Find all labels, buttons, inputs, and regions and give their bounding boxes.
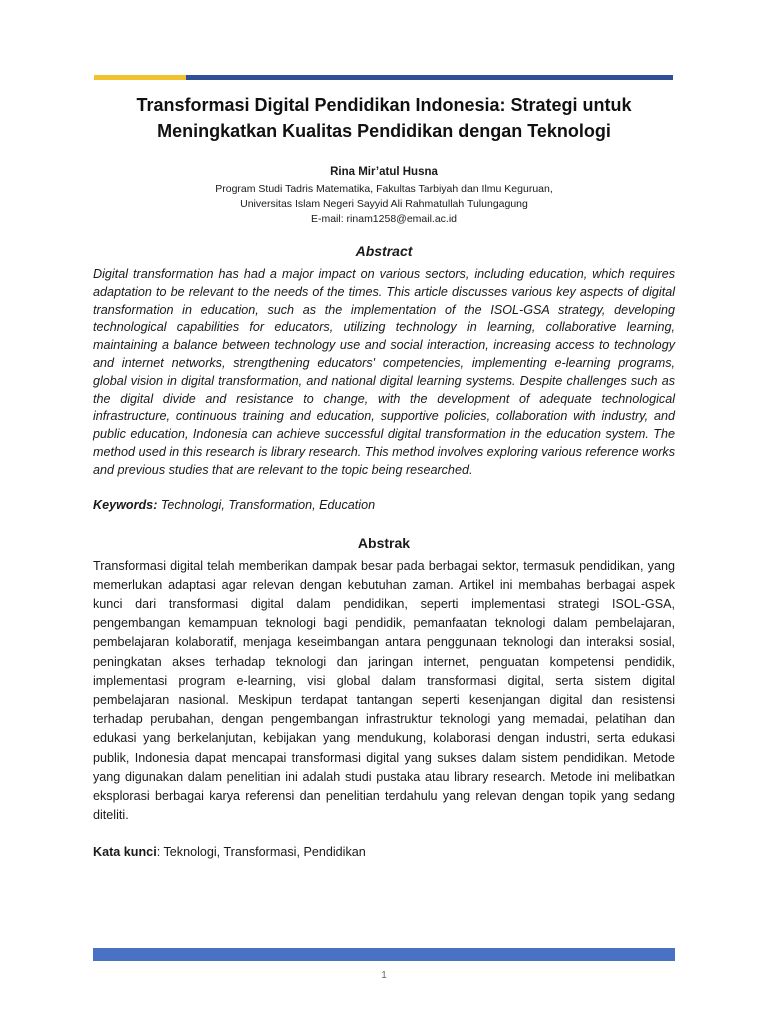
paper-title xyxy=(93,90,675,144)
keywords-values: Technologi, Transformation, Education xyxy=(160,497,376,512)
abstract-heading: Abstract xyxy=(355,243,413,259)
abstrak-body: Transformasi digital telah memberikan dampak besar pada berbagai sektor, termasuk pendidikan, yang memerlukan adaptasi agar relevan dengan kebutuhan zaman. Artikel ini membahas berbagai aspek kunci dari transformasi digital dalam pendidikan, seperti implementasi strategi ISOL-GSA, pengembangan kemampuan teknologi bagi pendidik, pemanfaatan teknologi dalam pembelajaran, pembelajaran kolaboratif, menjaga keseimbangan antara penggunaan teknologi dan interaksi sosial, peningkatan akses terhadap teknologi dan jaringan internet, penguatan kompetensi pendidik, implementasi program e-learning, visi global dalam transformasi digital, serta sistem digital pembelajaran nasional. Meskipun terdapat tantangan seperti kesenjangan digital dan resistensi terhadap perubahan, dengan pengembangan infrastruktur teknologi yang memadai, pelatihan dan edukasi yang berkelanjutan, kebijakan yang mendukung, kolaborasi dengan industri, serta edukasi publik, Indonesia dapat mencapai transformasi digital yang sukses dalam sistem pendidikan. Metode yang digunakan dalam penelitian ini adalah studi pustaka atau library research. Metode ini melibatkan eksplorasi berbagai karya referensi dan penelitian terdahulu yang relevan dengan topik yang sedang diteliti. xyxy=(93,558,675,823)
kata-kunci-values: : Teknologi, Transformasi, Pendidikan xyxy=(156,845,366,860)
author-email: E-mail: rinam1258@email.ac.id xyxy=(310,213,458,225)
paper-page xyxy=(93,90,675,861)
paper-title-line2: Meningkatkan Kualitas Pendidikan dengan Teknologi xyxy=(157,121,611,141)
header-rule-yellow xyxy=(94,75,186,80)
author-affiliation xyxy=(93,182,675,227)
kata-kunci-label: Kata kunci xyxy=(93,845,157,860)
header-rule-blue xyxy=(186,75,673,80)
abstract-body: Digital transformation has had a major impact on various sectors, including education, which requires adaptation to be relevant to the needs of the times. This article discusses various key aspects of digital transformation in education, such as the implementation of the ISOL-GSA strategy, developing technological capabilities for educators, utilizing technology in learning, collaborative learning, maintaining a balance between technology use and social interaction, increasing access to technology and internet networks, strengthening educators' competencies, implementing e-learning programs, global vision in digital transformation, and national digital learning systems. Despite challenges such as the digital divide and resistance to change, with the development of adequate technological infrastructure, continuous training and education, supportive policies, collaboration with industry, and public education, Indonesia can achieve successful digital transformation in the education system. The method used in this research is library research. This method involves exploring various reference works and previous studies that are relevant to the topic being researched. xyxy=(93,267,675,477)
author-name: Rina Mir’atul Husna xyxy=(330,166,438,178)
abstrak-heading: Abstrak xyxy=(357,534,411,551)
keywords xyxy=(93,496,675,514)
affiliation-line1: Program Studi Tadris Matematika, Fakultas Tarbiyah dan Ilmu Keguruan, xyxy=(215,183,553,195)
page-number: 1 xyxy=(381,970,387,981)
paper-title-line1: Transformasi Digital Pendidikan Indonesia: Strategi untuk xyxy=(136,95,632,115)
keywords-label: Keywords: xyxy=(93,497,158,512)
footer-bar xyxy=(93,948,675,961)
header-rule xyxy=(94,75,673,80)
kata-kunci xyxy=(93,843,675,861)
affiliation-line2: Universitas Islam Negeri Sayyid Ali Rahmatullah Tulungagung xyxy=(240,198,528,210)
